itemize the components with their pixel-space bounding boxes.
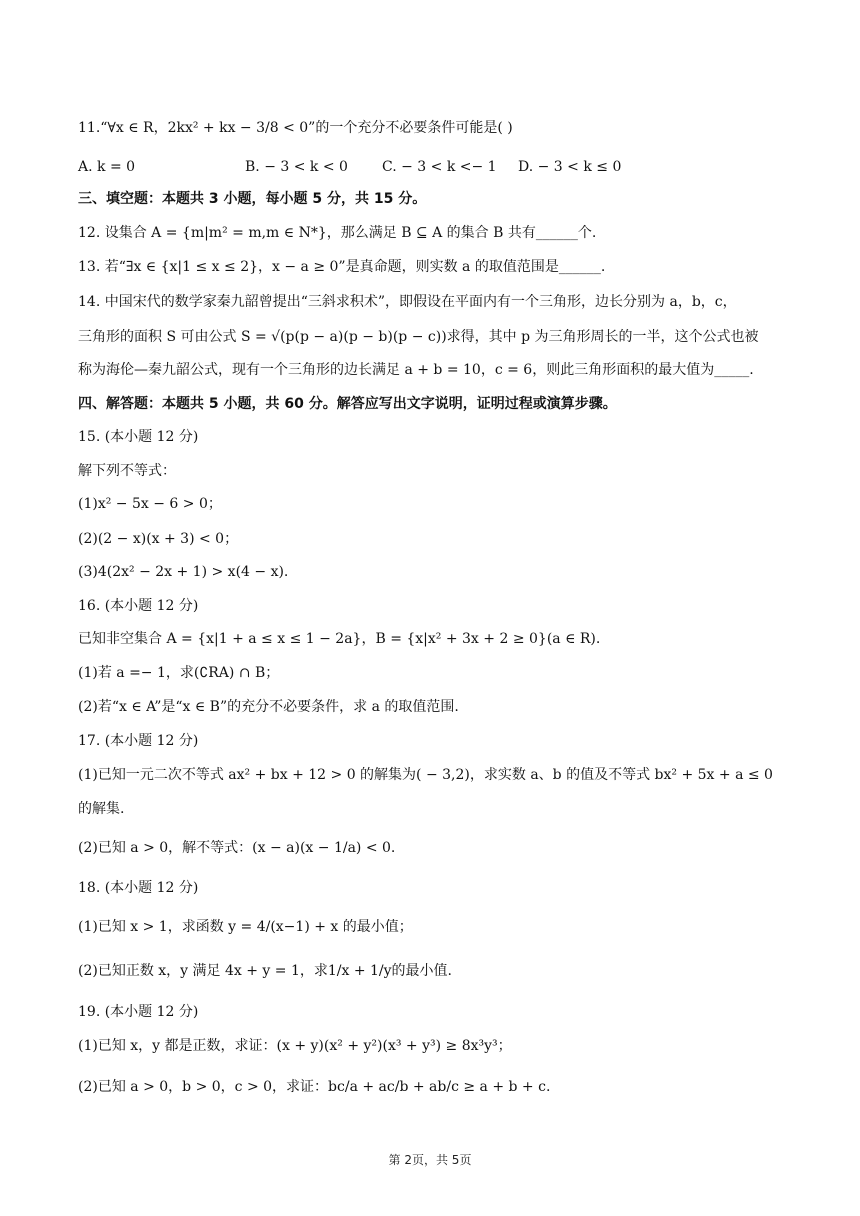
- option-a: A. k = 0: [78, 159, 136, 175]
- question-14-line-3: 称为海伦—秦九韶公式，现有一个三角形的边长满足 a + b = 10，c = 6，则此三角形面积的最大值为_____.: [78, 362, 754, 378]
- question-16-intro: 已知非空集合 A = {x|1 + a ≤ x ≤ 1 − 2a}，B = {x|x² + 3x + 2 ≥ 0}(a ∈ R).: [78, 631, 601, 647]
- question-19-heading: 19. (本小题 12 分): [78, 1004, 199, 1020]
- question-17-part-1: (1)已知一元二次不等式 ax² + bx + 12 > 0 的解集为( − 3,2)，求实数 a、b 的值及不等式 bx² + 5x + a ≤ 0: [78, 767, 773, 783]
- question-12: 12. 设集合 A = {m|m² = m,m ∈ N*}，那么满足 B ⊆ A 的集合 B 共有______个.: [78, 225, 597, 241]
- question-19-part-2: (2)已知 a > 0，b > 0，c > 0，求证：bc/a + ac/b + ab/c ≥ a + b + c.: [78, 1079, 551, 1095]
- section-3-heading: 三、填空题：本题共 3 小题，每小题 5 分，共 15 分。: [78, 191, 427, 207]
- section-4-heading: 四、解答题：本题共 5 小题，共 60 分。解答应写出文字说明，证明过程或演算步骤。: [78, 396, 617, 412]
- question-14-line-1: 14. 中国宋代的数学家秦九韶曾提出“三斜求积术”，即假设在平面内有一个三角形，边长分别为 a，b，c，: [78, 294, 737, 310]
- question-16-part-1: (1)若 a =− 1，求(∁RA) ∩ B；: [78, 665, 280, 681]
- option-d: D. − 3 < k ≤ 0: [518, 159, 622, 175]
- question-17-heading: 17. (本小题 12 分): [78, 733, 199, 749]
- question-15-part-1: (1)x² − 5x − 6 > 0；: [78, 496, 222, 512]
- question-18-heading: 18. (本小题 12 分): [78, 880, 199, 896]
- question-15-heading: 15. (本小题 12 分): [78, 429, 199, 445]
- question-15-intro: 解下列不等式：: [78, 463, 176, 479]
- question-17-part-2: (2)已知 a > 0，解不等式：(x − a)(x − 1/a) < 0.: [78, 840, 396, 856]
- question-19-part-1: (1)已知 x，y 都是正数，求证：(x + y)(x² + y²)(x³ + y³) ≥ 8x³y³；: [78, 1038, 512, 1054]
- page-footer: 第 2页，共 5页: [388, 1153, 472, 1167]
- question-18-part-2: (2)已知正数 x，y 满足 4x + y = 1，求1/x + 1/y的最小值.: [78, 963, 453, 979]
- question-11: 11.“∀x ∈ R，2kx² + kx − 3/8 < 0”的一个充分不必要条件可能是( ): [78, 120, 513, 136]
- question-18-part-1: (1)已知 x > 1，求函数 y = 4/(x−1) + x 的最小值；: [78, 919, 413, 935]
- question-13: 13. 若“∃x ∈ {x|1 ≤ x ≤ 2}，x − a ≥ 0”是真命题，则实数 a 的取值范围是______.: [78, 259, 606, 275]
- question-15-part-2: (2)(2 − x)(x + 3) < 0；: [78, 531, 239, 547]
- question-16-part-2: (2)若“x ∈ A”是“x ∈ B”的充分不必要条件，求 a 的取值范围.: [78, 699, 459, 715]
- question-14-line-2: 三角形的面积 S 可由公式 S = √(p(p − a)(p − b)(p − c))求得，其中 p 为三角形周长的一半，这个公式也被: [78, 329, 759, 345]
- question-15-part-3: (3)4(2x² − 2x + 1) > x(4 − x).: [78, 564, 289, 580]
- option-c: C. − 3 < k <− 1: [382, 159, 497, 175]
- question-16-heading: 16. (本小题 12 分): [78, 598, 199, 614]
- option-b: B. − 3 < k < 0: [245, 159, 348, 175]
- question-17-part-1-cont: 的解集.: [78, 801, 125, 817]
- question-11-options: [78, 157, 800, 177]
